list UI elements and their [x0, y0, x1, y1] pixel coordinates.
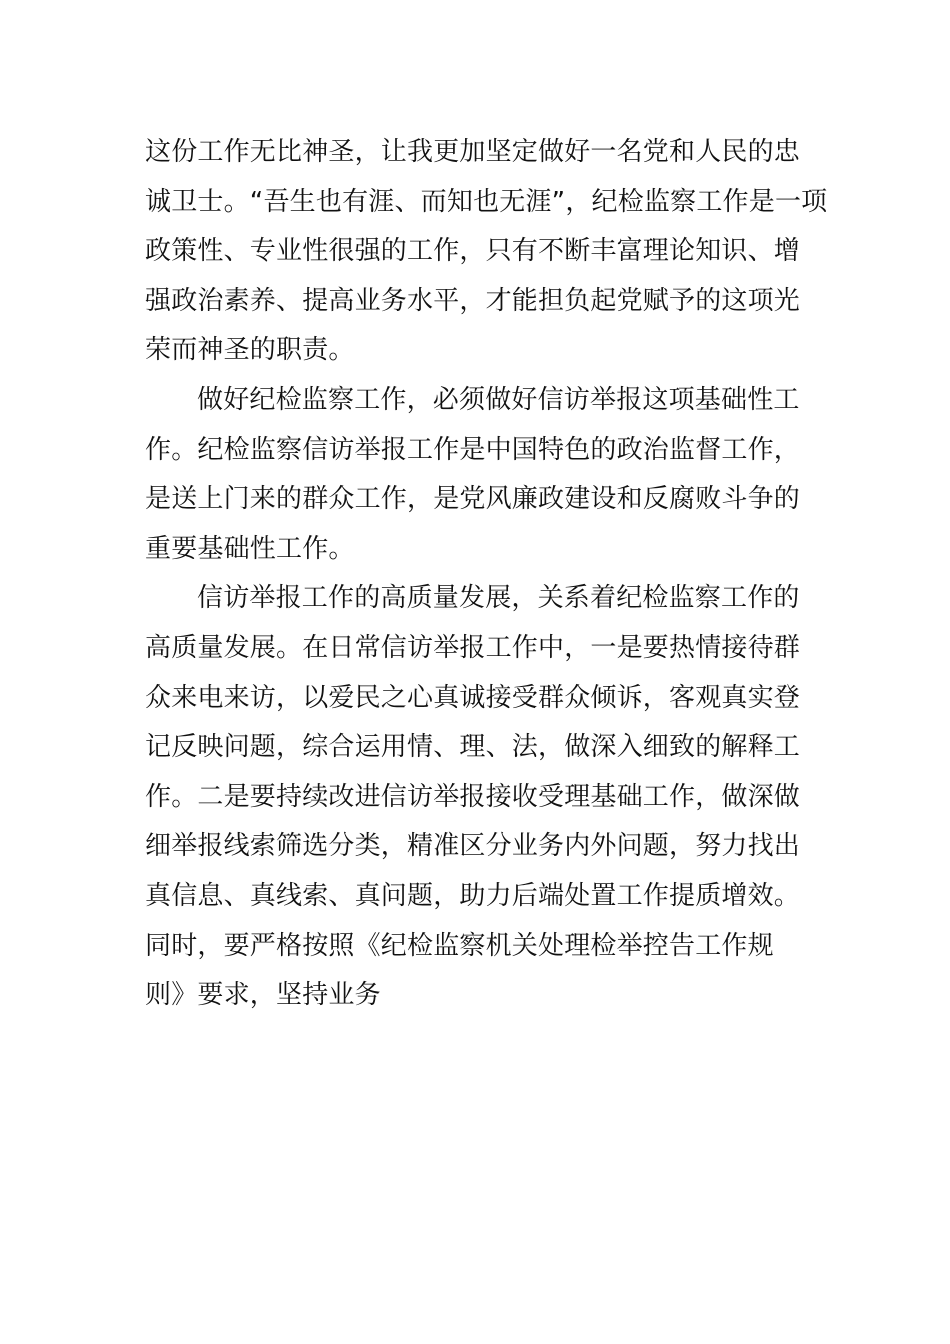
text-line: 诚卫士。“吾生也有涯、而知也无涯”，纪检监察工作是一项 [145, 186, 828, 217]
text-line: 是送上门来的群众工作，是党风廉政建设和反腐败斗争的 [145, 484, 801, 515]
text-line: 同时，要严格按照《纪检监察机关处理检举控告工作规 [145, 930, 774, 961]
text-line: 作。二是要持续改进信访举报接收受理基础工作，做深做 [145, 781, 801, 812]
paragraph-first-line: 信访举报工作的高质量发展，关系着纪检监察工作的 [197, 583, 800, 614]
text-line: 高质量发展。在日常信访举报工作中，一是要热情接待群 [145, 632, 801, 663]
text-line: 细举报线索筛选分类，精准区分业务内外问题，努力找出 [145, 831, 801, 862]
text-line: 则》要求，坚持业务 [145, 980, 381, 1011]
text-line: 作。纪检监察信访举报工作是中国特色的政治监督工作， [145, 434, 801, 465]
text-line: 政策性、专业性很强的工作，只有不断丰富理论知识、增 [145, 236, 801, 267]
text-line: 强政治素养、提高业务水平，才能担负起党赋予的这项光 [145, 285, 801, 316]
text-line: 荣而神圣的职责。 [145, 335, 355, 366]
document-body [145, 128, 828, 1021]
text-line: 众来电来访，以爱民之心真诚接受群众倾诉，客观真实登 [145, 682, 801, 713]
paragraph-first-line: 做好纪检监察工作，必须做好信访举报这项基础性工 [197, 384, 800, 415]
text-line: 真信息、真线索、真问题，助力后端处置工作提质增效。 [145, 880, 801, 911]
text-line: 这份工作无比神圣，让我更加坚定做好一名党和人民的忠 [145, 137, 801, 167]
text-line: 重要基础性工作。 [145, 533, 355, 564]
text-line: 记反映问题，综合运用情、理、法，做深入细致的解释工 [145, 732, 801, 763]
